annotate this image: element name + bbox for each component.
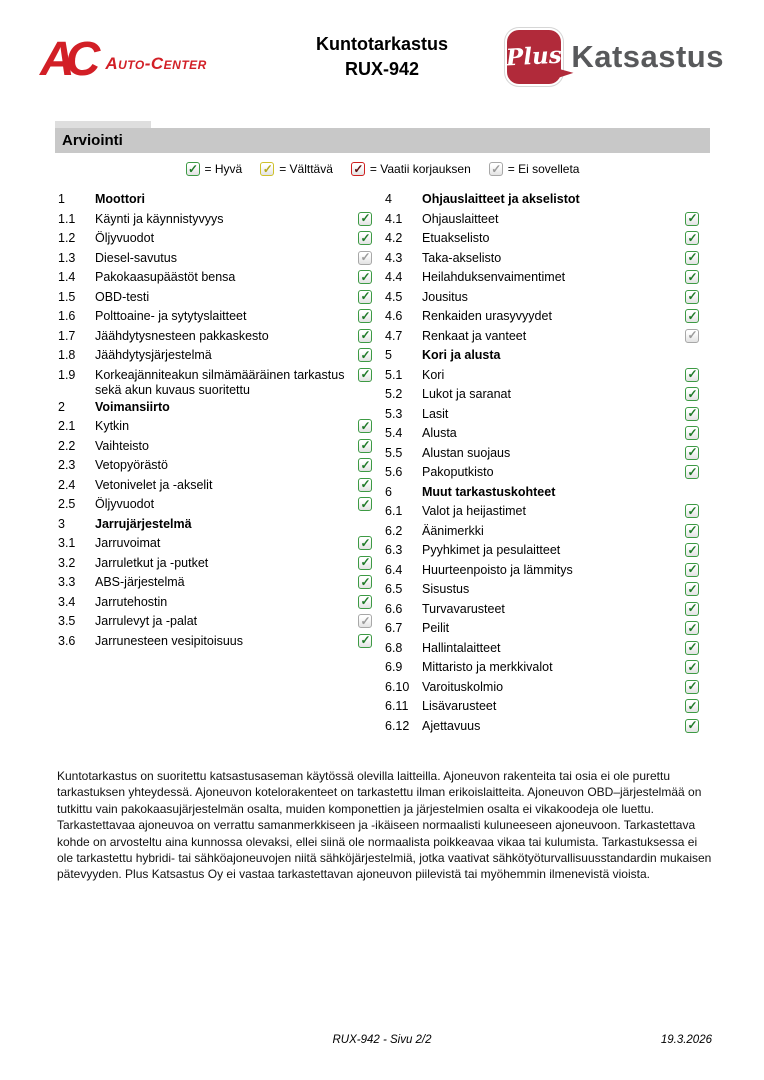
checklist-item-row <box>58 366 372 398</box>
item-number: 1.7 <box>58 328 76 343</box>
status-checkbox-good-icon <box>358 556 372 570</box>
item-label: Pakokaasupäästöt bensa <box>95 270 236 284</box>
status-checkbox-good-icon <box>685 719 699 733</box>
checklist-item-row <box>385 639 699 659</box>
status-checkbox-good-icon <box>358 634 372 648</box>
checklist-section-row <box>58 190 372 210</box>
item-label: Lisävarusteet <box>422 699 497 713</box>
item-number: 3.4 <box>58 594 76 609</box>
item-label: Ohjauslaitteet <box>422 211 499 226</box>
item-number: 1.4 <box>58 270 76 284</box>
item-label: Hallintalaitteet <box>422 640 501 655</box>
item-label: ABS-järjestelmä <box>95 575 185 589</box>
checklist-item-row <box>385 619 699 639</box>
item-label: Moottori <box>95 192 145 206</box>
item-number: 3.1 <box>58 536 76 550</box>
status-checkbox-good-icon <box>685 270 699 284</box>
checklist-item-row <box>385 288 699 308</box>
na-checkbox-icon <box>489 162 503 176</box>
plus-bubble-text: Plus <box>505 41 563 71</box>
item-label: Varoituskolmio <box>422 679 504 694</box>
legend-label: = Ei sovelleta <box>507 162 580 176</box>
status-checkbox-good-icon <box>358 290 372 304</box>
status-checkbox-good-icon <box>358 575 372 589</box>
item-number: 4.2 <box>385 231 403 245</box>
status-checkbox-good-icon <box>685 368 699 382</box>
status-legend <box>55 162 710 176</box>
legend-label: = Vaatii korjauksen <box>369 162 471 176</box>
item-label: Jarrutehostin <box>95 594 168 609</box>
status-checkbox-good-icon <box>358 329 372 343</box>
item-label: Polttoaine- ja sytytyslaitteet <box>95 309 247 323</box>
checklist-item-row <box>385 424 699 444</box>
item-label: Ajettavuus <box>422 718 481 733</box>
item-label: Alustan suojaus <box>422 445 511 460</box>
checklist-item-row <box>58 268 372 288</box>
status-checkbox-good-icon <box>358 348 372 362</box>
item-number: 6.1 <box>385 504 403 518</box>
checklist-item-row <box>58 210 372 230</box>
item-number: 2.3 <box>58 458 76 472</box>
legend-item-na <box>489 162 580 176</box>
item-number: 4.1 <box>385 211 403 226</box>
checklist-section-row <box>385 346 699 366</box>
status-checkbox-good-icon <box>685 407 699 421</box>
item-label: Peilit <box>422 621 450 635</box>
status-checkbox-good-icon <box>685 524 699 538</box>
item-number: 5.5 <box>385 445 403 460</box>
checklist-item-row <box>58 593 372 613</box>
item-label: Jarruvoimat <box>95 536 161 550</box>
item-number: 3.2 <box>58 555 76 570</box>
status-checkbox-good-icon <box>685 621 699 635</box>
registration-number: RUX-942 <box>344 59 420 80</box>
item-label: Muut tarkastuskohteet <box>422 484 556 499</box>
item-number: 6.11 <box>385 699 409 713</box>
status-checkbox-good-icon <box>358 309 372 323</box>
status-checkbox-good-icon <box>685 563 699 577</box>
fair-checkbox-icon <box>260 162 274 176</box>
item-label: Pyyhkimet ja pesulaitteet <box>422 543 561 557</box>
status-checkbox-good-icon <box>685 602 699 616</box>
checklist-section-row <box>385 483 699 503</box>
item-number: 2.4 <box>58 477 76 492</box>
item-label: Vetopyörästö <box>95 458 168 472</box>
checklist-section-row <box>385 190 699 210</box>
status-checkbox-good-icon <box>685 465 699 479</box>
item-number: 4.4 <box>385 270 403 284</box>
item-label: Jarrujärjestelmä <box>95 516 192 531</box>
item-number: 6.3 <box>385 543 403 557</box>
item-label: Jousitus <box>422 289 468 304</box>
status-checkbox-good-icon <box>358 212 372 226</box>
checklist-item-row <box>385 600 699 620</box>
status-checkbox-good-icon <box>685 387 699 401</box>
checklist-item-row <box>58 554 372 574</box>
status-checkbox-good-icon <box>685 251 699 265</box>
checklist-item-row <box>58 534 372 554</box>
item-label: Heilahduksenvaimentimet <box>422 270 566 284</box>
item-label: Sisustus <box>422 582 470 596</box>
checklist-item-row <box>385 561 699 581</box>
item-number: 5.4 <box>385 426 403 440</box>
item-number: 1.5 <box>58 289 76 304</box>
status-checkbox-good-icon <box>685 446 699 460</box>
checklist-item-row <box>385 522 699 542</box>
status-checkbox-good-icon <box>358 536 372 550</box>
status-checkbox-na-icon <box>358 251 372 265</box>
item-number: 2 <box>58 399 65 414</box>
checklist-item-row <box>385 366 699 386</box>
item-number: 4 <box>385 192 392 206</box>
checklist-item-row <box>58 327 372 347</box>
item-number: 2.5 <box>58 497 76 511</box>
status-checkbox-good-icon <box>685 641 699 655</box>
item-number: 3.3 <box>58 575 76 589</box>
checklist-item-row <box>58 476 372 496</box>
item-label: Vaihteisto <box>95 438 149 453</box>
item-label: Valot ja heijastimet <box>422 504 526 518</box>
checklist-item-row <box>385 307 699 327</box>
checklist-item-row <box>385 678 699 698</box>
auto-center-logo-icon: AC <box>40 33 92 86</box>
checklist-item-row <box>58 632 372 652</box>
item-number: 4.5 <box>385 289 403 304</box>
item-number: 6.6 <box>385 601 403 616</box>
status-checkbox-na-icon <box>358 614 372 628</box>
checklist-item-row <box>385 502 699 522</box>
item-label: Jäähdytysjärjestelmä <box>95 348 212 362</box>
status-checkbox-good-icon <box>685 504 699 518</box>
status-checkbox-good-icon <box>685 543 699 557</box>
item-number: 2.1 <box>58 419 76 433</box>
item-label: Kori <box>422 367 445 382</box>
checklist-item-row <box>385 327 699 347</box>
checklist-section-row <box>58 398 372 418</box>
item-label: Äänimerkki <box>422 523 484 538</box>
checklist-item-row <box>58 346 372 366</box>
item-label: Jarruletkut ja -putket <box>95 555 209 570</box>
plus-bubble-icon <box>507 30 561 84</box>
section-title: Arviointi <box>62 132 123 149</box>
checklist-item-row <box>58 229 372 249</box>
item-label: Diesel-savutus <box>95 250 177 265</box>
checklist-item-row <box>58 612 372 632</box>
item-label: Käynti ja käynnistyvyys <box>95 211 224 226</box>
page-header <box>40 28 724 104</box>
item-number: 1.1 <box>58 211 76 226</box>
status-checkbox-good-icon <box>685 309 699 323</box>
item-number: 5.3 <box>385 406 403 421</box>
item-label: Etuakselisto <box>422 231 490 245</box>
item-number: 1 <box>58 192 65 206</box>
checklist-item-row <box>385 444 699 464</box>
status-checkbox-good-icon <box>685 582 699 596</box>
item-number: 1.9 <box>58 367 76 382</box>
status-checkbox-good-icon <box>358 458 372 472</box>
item-number: 6.7 <box>385 621 403 635</box>
page-footer-center: RUX-942 - Sivu 2/2 <box>332 1034 432 1046</box>
item-label: Ohjauslaitteet ja akselistot <box>422 192 580 206</box>
item-number: 5.6 <box>385 465 403 479</box>
item-label: Öljyvuodot <box>95 231 155 245</box>
status-checkbox-good-icon <box>358 439 372 453</box>
item-label: Lasit <box>422 406 449 421</box>
status-checkbox-good-icon <box>685 212 699 226</box>
status-checkbox-good-icon <box>685 680 699 694</box>
item-number: 6.12 <box>385 718 410 733</box>
item-number: 1.2 <box>58 231 76 245</box>
legend-item-good <box>186 162 243 176</box>
item-number: 3 <box>58 516 65 531</box>
item-number: 6.10 <box>385 679 410 694</box>
item-label: Alusta <box>422 426 457 440</box>
item-label: Korkeajänniteakun silmämääräinen tarkastus sekä akun kuvaus suoritettu <box>95 367 345 397</box>
item-number: 1.8 <box>58 348 76 362</box>
item-number: 5 <box>385 348 392 362</box>
checklist-item-row <box>58 307 372 327</box>
checklist-item-row <box>58 417 372 437</box>
item-label: OBD-testi <box>95 289 150 304</box>
checklist-item-row <box>58 288 372 308</box>
item-label: Renkaiden urasyvyydet <box>422 309 552 323</box>
item-number: 4.7 <box>385 328 403 343</box>
item-label: Pakoputkisto <box>422 465 494 479</box>
checklist-item-row <box>385 229 699 249</box>
section-header-bar <box>55 128 710 153</box>
legend-item-repair <box>351 162 471 176</box>
status-checkbox-good-icon <box>685 660 699 674</box>
item-label: Jarrunesteen vesipitoisuus <box>95 633 243 648</box>
status-checkbox-good-icon <box>358 231 372 245</box>
page-title-line1: Kuntotarkastus <box>315 34 449 54</box>
item-label: Lukot ja saranat <box>422 387 511 401</box>
item-number: 6.2 <box>385 523 403 538</box>
item-number: 2.2 <box>58 438 76 453</box>
checklist-item-row <box>385 463 699 483</box>
item-number: 6.4 <box>385 562 403 577</box>
legend-label: = Välttävä <box>279 162 333 176</box>
item-label: Öljyvuodot <box>95 497 155 511</box>
item-number: 3.6 <box>58 633 76 648</box>
status-checkbox-good-icon <box>358 368 372 382</box>
checklist-item-row <box>385 658 699 678</box>
item-label: Jäähdytysnesteen pakkaskesto <box>95 328 269 343</box>
checklist-item-row <box>385 541 699 561</box>
item-number: 6.9 <box>385 660 403 674</box>
item-number: 5.1 <box>385 367 403 382</box>
katsastus-logo-text: Katsastus <box>571 39 724 74</box>
item-label: Vetonivelet ja -akselit <box>95 477 213 492</box>
item-label: Kytkin <box>95 419 130 433</box>
item-label: Renkaat ja vanteet <box>422 328 527 343</box>
item-number: 6.8 <box>385 640 403 655</box>
item-label: Jarrulevyt ja -palat <box>95 614 198 628</box>
item-label: Turvavarusteet <box>422 601 505 616</box>
checklist-item-row <box>385 580 699 600</box>
item-number: 1.3 <box>58 250 76 265</box>
legend-label: = Hyvä <box>204 162 243 176</box>
status-checkbox-good-icon <box>685 290 699 304</box>
disclaimer-text: Kuntotarkastus on suoritettu katsastusaseman käytössä olevilla laitteilla. Ajoneuvon rakenteita tai osia ei ole purettu tarkastuksen yhteydessä. Ajoneuvon kotelorakenteet on tarkastettu ilman erikoislaitteita. Ajoneuvon OBD–järjestelmää on tutkittu vain pakokaasujärjestelmän osalta, muiden komponettien ja järjestelmien osalta ei vikakoodeja ole luettu. Tarkastettavaa ajoneuvoa on verrattu samanmerkkiseen ja -ikäiseen normaalisti kuluneeseen ajoneuvoon. Tarkastettava kohde on arvosteltu aina kunnossa olevaksi, ellei siinä ole normaalista poikkeavaa vikaa tai kulumista. Tarkastuksessa ei ole tarkastettu hybridi- tai sähköajoneuvojen niitä sähköjärjestelmiä, jotka vaativat sähkötyöturvallisuusstandardin mukaisen pätevyyden. Plus Katsastus Oy ei vastaa tarkastettavan ajoneuvon piilevistä tai myöhemmin ilmenevistä vioista. <box>57 769 712 882</box>
status-checkbox-good-icon <box>358 595 372 609</box>
checklist-item-row <box>385 405 699 425</box>
plus-katsastus-logo <box>507 30 724 84</box>
item-number: 5.2 <box>385 387 403 401</box>
checklist-item-row <box>58 249 372 269</box>
checklist-column-right <box>385 190 699 736</box>
status-checkbox-good-icon <box>358 497 372 511</box>
item-number: 4.3 <box>385 250 403 265</box>
item-label: Mittaristo ja merkkivalot <box>422 660 553 674</box>
item-number: 6.5 <box>385 582 403 596</box>
status-checkbox-good-icon <box>685 426 699 440</box>
page-footer-date: 19.3.2026 <box>660 1034 712 1046</box>
checklist-column-left <box>58 190 372 651</box>
item-number: 6 <box>385 484 392 499</box>
item-number: 1.6 <box>58 309 76 323</box>
checklist-item-row <box>385 697 699 717</box>
item-label: Huurteenpoisto ja lämmitys <box>422 562 573 577</box>
checklist-item-row <box>385 268 699 288</box>
checklist-item-row <box>58 456 372 476</box>
legend-item-fair <box>260 162 333 176</box>
status-checkbox-good-icon <box>358 270 372 284</box>
status-checkbox-na-icon <box>685 329 699 343</box>
checklist-section-row <box>58 515 372 535</box>
good-checkbox-icon <box>186 162 200 176</box>
status-checkbox-good-icon <box>685 231 699 245</box>
checklist-item-row <box>385 249 699 269</box>
checklist-item-row <box>385 210 699 230</box>
repair-checkbox-icon <box>351 162 365 176</box>
auto-center-logo-text: Auto-Center <box>105 53 207 73</box>
checklist-item-row <box>385 385 699 405</box>
item-number: 4.6 <box>385 309 403 323</box>
checklist-item-row <box>58 495 372 515</box>
checklist-item-row <box>58 437 372 457</box>
status-checkbox-good-icon <box>358 478 372 492</box>
checklist-item-row <box>385 717 699 737</box>
checklist-item-row <box>58 573 372 593</box>
item-number: 3.5 <box>58 614 76 628</box>
status-checkbox-good-icon <box>358 419 372 433</box>
item-label: Voimansiirto <box>95 399 170 414</box>
item-label: Taka-akselisto <box>422 250 502 265</box>
status-checkbox-good-icon <box>685 699 699 713</box>
item-label: Kori ja alusta <box>422 348 501 362</box>
